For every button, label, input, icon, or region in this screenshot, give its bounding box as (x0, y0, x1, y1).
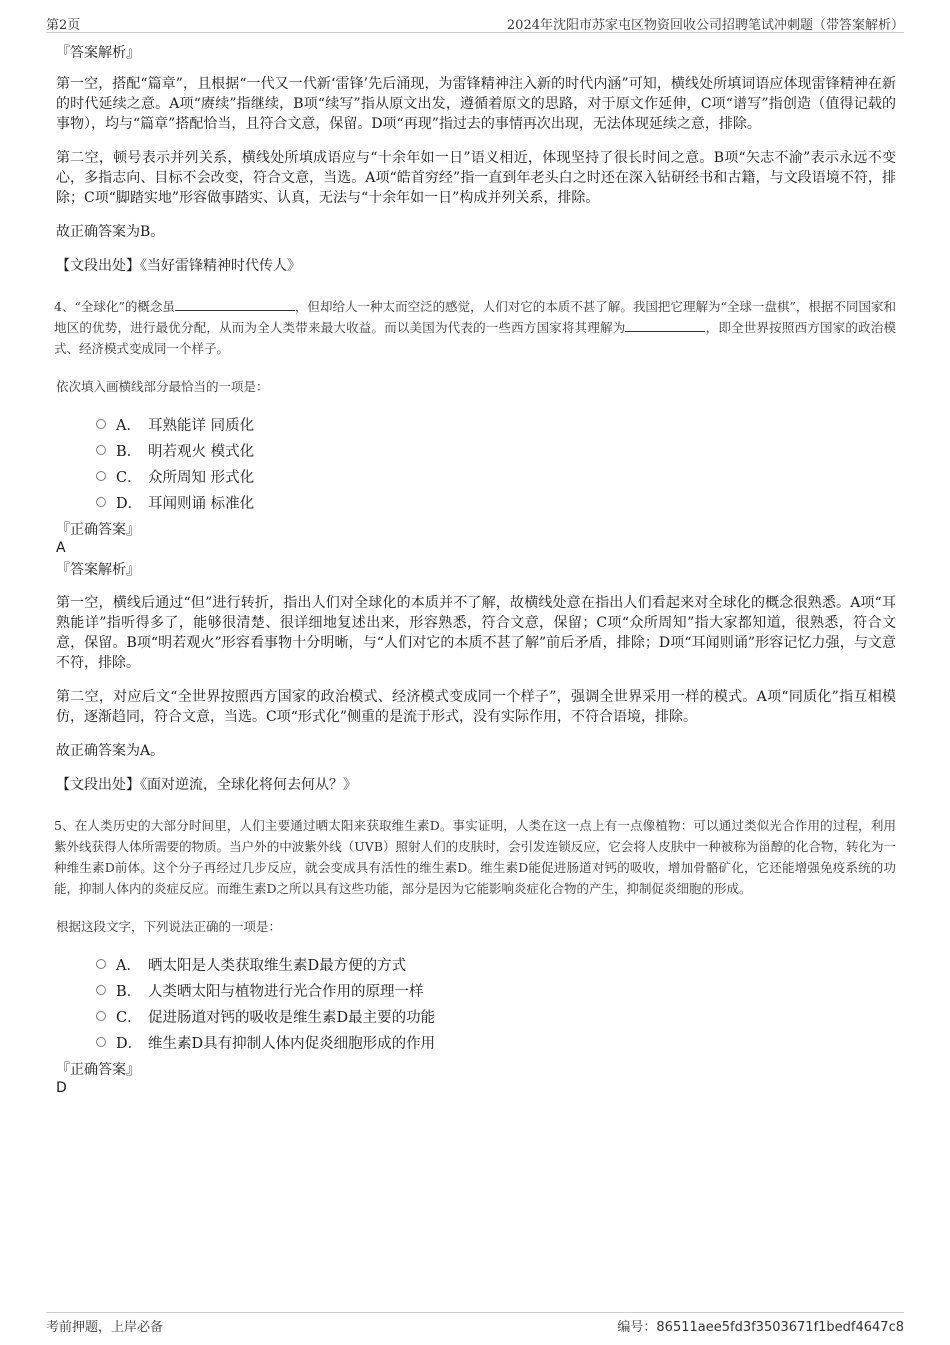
q5-prompt: 根据这段文字，下列说法正确的一项是： (56, 919, 282, 934)
page-number: 第2页 (46, 18, 81, 33)
page-header (46, 12, 904, 33)
q4-option-d[interactable]: D． 耳闻则诵 标准化 (96, 489, 896, 515)
q5-option-a[interactable]: A． 晒太阳是人类获取维生素D最方便的方式 (96, 951, 896, 977)
q4-option-b[interactable]: B． 明若观火 模式化 (96, 437, 896, 463)
q4-prompt: 依次填入画横线部分最恰当的一项是： (56, 379, 269, 394)
q4-text-a: 4、“全球化”的概念虽 (54, 299, 175, 314)
q4-answer-tag: 『正确答案』 (56, 522, 140, 538)
q5-answer-tag: 『正确答案』 (56, 1062, 140, 1078)
footer-slogan: 考前押题，上岸必备 (46, 1320, 164, 1335)
q4-conclusion: 故正确答案为A。 (56, 743, 165, 759)
q4-text-b: ，但却给人一种太而空泛的感觉，人们对它的本质不甚了解。我国把它理解为“全球一盘棋”，根据不同国家和地区的优势，进行最优分配，从而为全人类带来最大收益。而以美国为代表的一些西方国家将其理解为 (54, 299, 896, 335)
q4-answer: A (56, 540, 66, 556)
radio-icon[interactable] (96, 419, 106, 429)
q5-option-b[interactable]: B． 人类晒太阳与植物进行光合作用的原理一样 (96, 977, 896, 1003)
q4-blank-2 (625, 319, 705, 332)
q4-blank-1 (175, 298, 295, 311)
radio-icon[interactable] (96, 959, 106, 969)
page-footer (46, 1312, 904, 1333)
q5-answer: D (56, 1080, 67, 1096)
q3-analysis-p1: 第一空，搭配“篇章”，且根据“一代又一代新‘雷锋’先后涌现，为雷锋精神注入新的时代内涵”可知，横线处所填词语应体现雷锋精神在新的时代延续之意。A项“赓续”指继续，B项“续写”指从原文出发，遵循着原文的思路，对于原文作延伸，C项“谱写”指创造（值得记载的事物），均与“篇章”搭配恰当，且符合文意，保留。D项“再现”指过去的事情再次出现，无法体现延续之意，排除。 (56, 76, 896, 132)
q4-source: 【文段出处】《面对逆流，全球化将何去何从？》 (56, 777, 357, 793)
radio-icon[interactable] (96, 1037, 106, 1047)
q4-text-c: ，即全世界按照西方国家的政治模式、经济模式变成同一个样子。 (54, 320, 896, 356)
q3-analysis-p2: 第二空，顿号表示并列关系，横线处所填成语应与“十余年如一日”语义相近，体现坚持了很长时间之意。B项“矢志不渝”表示永远不变心，多指志向、目标不会改变，符合文意，当选。A项“皓首穷经”指一直到年老头白之时还在深入钻研经书和古籍，与文段语境不符，排除；C项“脚踏实地”形容做事踏实、认真，无法与“十余年如一日”构成并列关系，排除。 (56, 150, 896, 206)
q4-options (96, 411, 896, 515)
q3-source: 【文段出处】《当好雷锋精神时代传人》 (56, 258, 301, 274)
q5-option-d[interactable]: D． 维生素D具有抑制人体内促炎细胞形成的作用 (96, 1029, 896, 1055)
radio-icon[interactable] (96, 445, 106, 455)
radio-icon[interactable] (96, 471, 106, 481)
q4-analysis-tag: 『答案解析』 (56, 562, 140, 578)
q3-analysis-tag: 『答案解析』 (56, 45, 140, 61)
radio-icon[interactable] (96, 497, 106, 507)
q4-analysis-p1: 第一空，横线后通过“但”进行转折，指出人们对全球化的本质并不了解，故横线处意在指出人们看起来对全球化的概念很熟悉。A项“耳熟能详”指听得多了，能够很清楚、很详细地复述出来，形容熟悉，符合文意，保留；C项“众所周知”指大家都知道，很熟悉，符合文意，保留。B项“明若观火”形容看事物十分明晰，与“人们对它的本质不甚了解”前后矛盾，排除；D项“耳闻则诵”形容记忆力强，与文意不符，排除。 (56, 595, 896, 671)
document-id: 编号：86511aee5fd3f3503671f1bedf4647c8 (617, 1320, 904, 1335)
q4-question (54, 296, 896, 359)
q4-option-c[interactable]: C． 众所周知 形式化 (96, 463, 896, 489)
q4-analysis-p2: 第二空，对应后文“全世界按照西方国家的政治模式、经济模式变成同一个样子”，强调全世界采用一样的模式。A项“同质化”指互相模仿，逐渐趋同，符合文意，当选。C项“形式化”侧重的是流于形式，没有实际作用，不符合语境，排除。 (56, 689, 896, 725)
q5-option-c[interactable]: C． 促进肠道对钙的吸收是维生素D最主要的功能 (96, 1003, 896, 1029)
q5-question: 5、在人类历史的大部分时间里，人们主要通过晒太阳来获取维生素D。事实证明，人类在这一点上有一点像植物：可以通过类似光合作用的过程，利用紫外线获得人体所需要的物质。当户外的中波紫外线（UVB）照射人们的皮肤时，会引发连锁反应，它会将人皮肤中一种被称为甾醇的化合物，转化为一种维生素D前体。这个分子再经过几步反应，就会变成具有活性的维生素D。维生素D能促进肠道对钙的吸收，增加骨骼矿化，它还能增强免疫系统的功能，抑制人体内的炎症反应。而维生素D之所以具有这些功能，部分是因为它能影响炎症化合物的产生，抑制促炎细胞的形成。 (54, 818, 896, 896)
q3-conclusion: 故正确答案为B。 (56, 224, 165, 240)
q5-options (96, 951, 896, 1055)
q4-option-a[interactable]: A． 耳熟能详 同质化 (96, 411, 896, 437)
document-title: 2024年沈阳市苏家屯区物资回收公司招聘笔试冲刺题（带答案解析） (506, 18, 904, 33)
page-content (56, 44, 896, 1101)
radio-icon[interactable] (96, 985, 106, 995)
radio-icon[interactable] (96, 1011, 106, 1021)
